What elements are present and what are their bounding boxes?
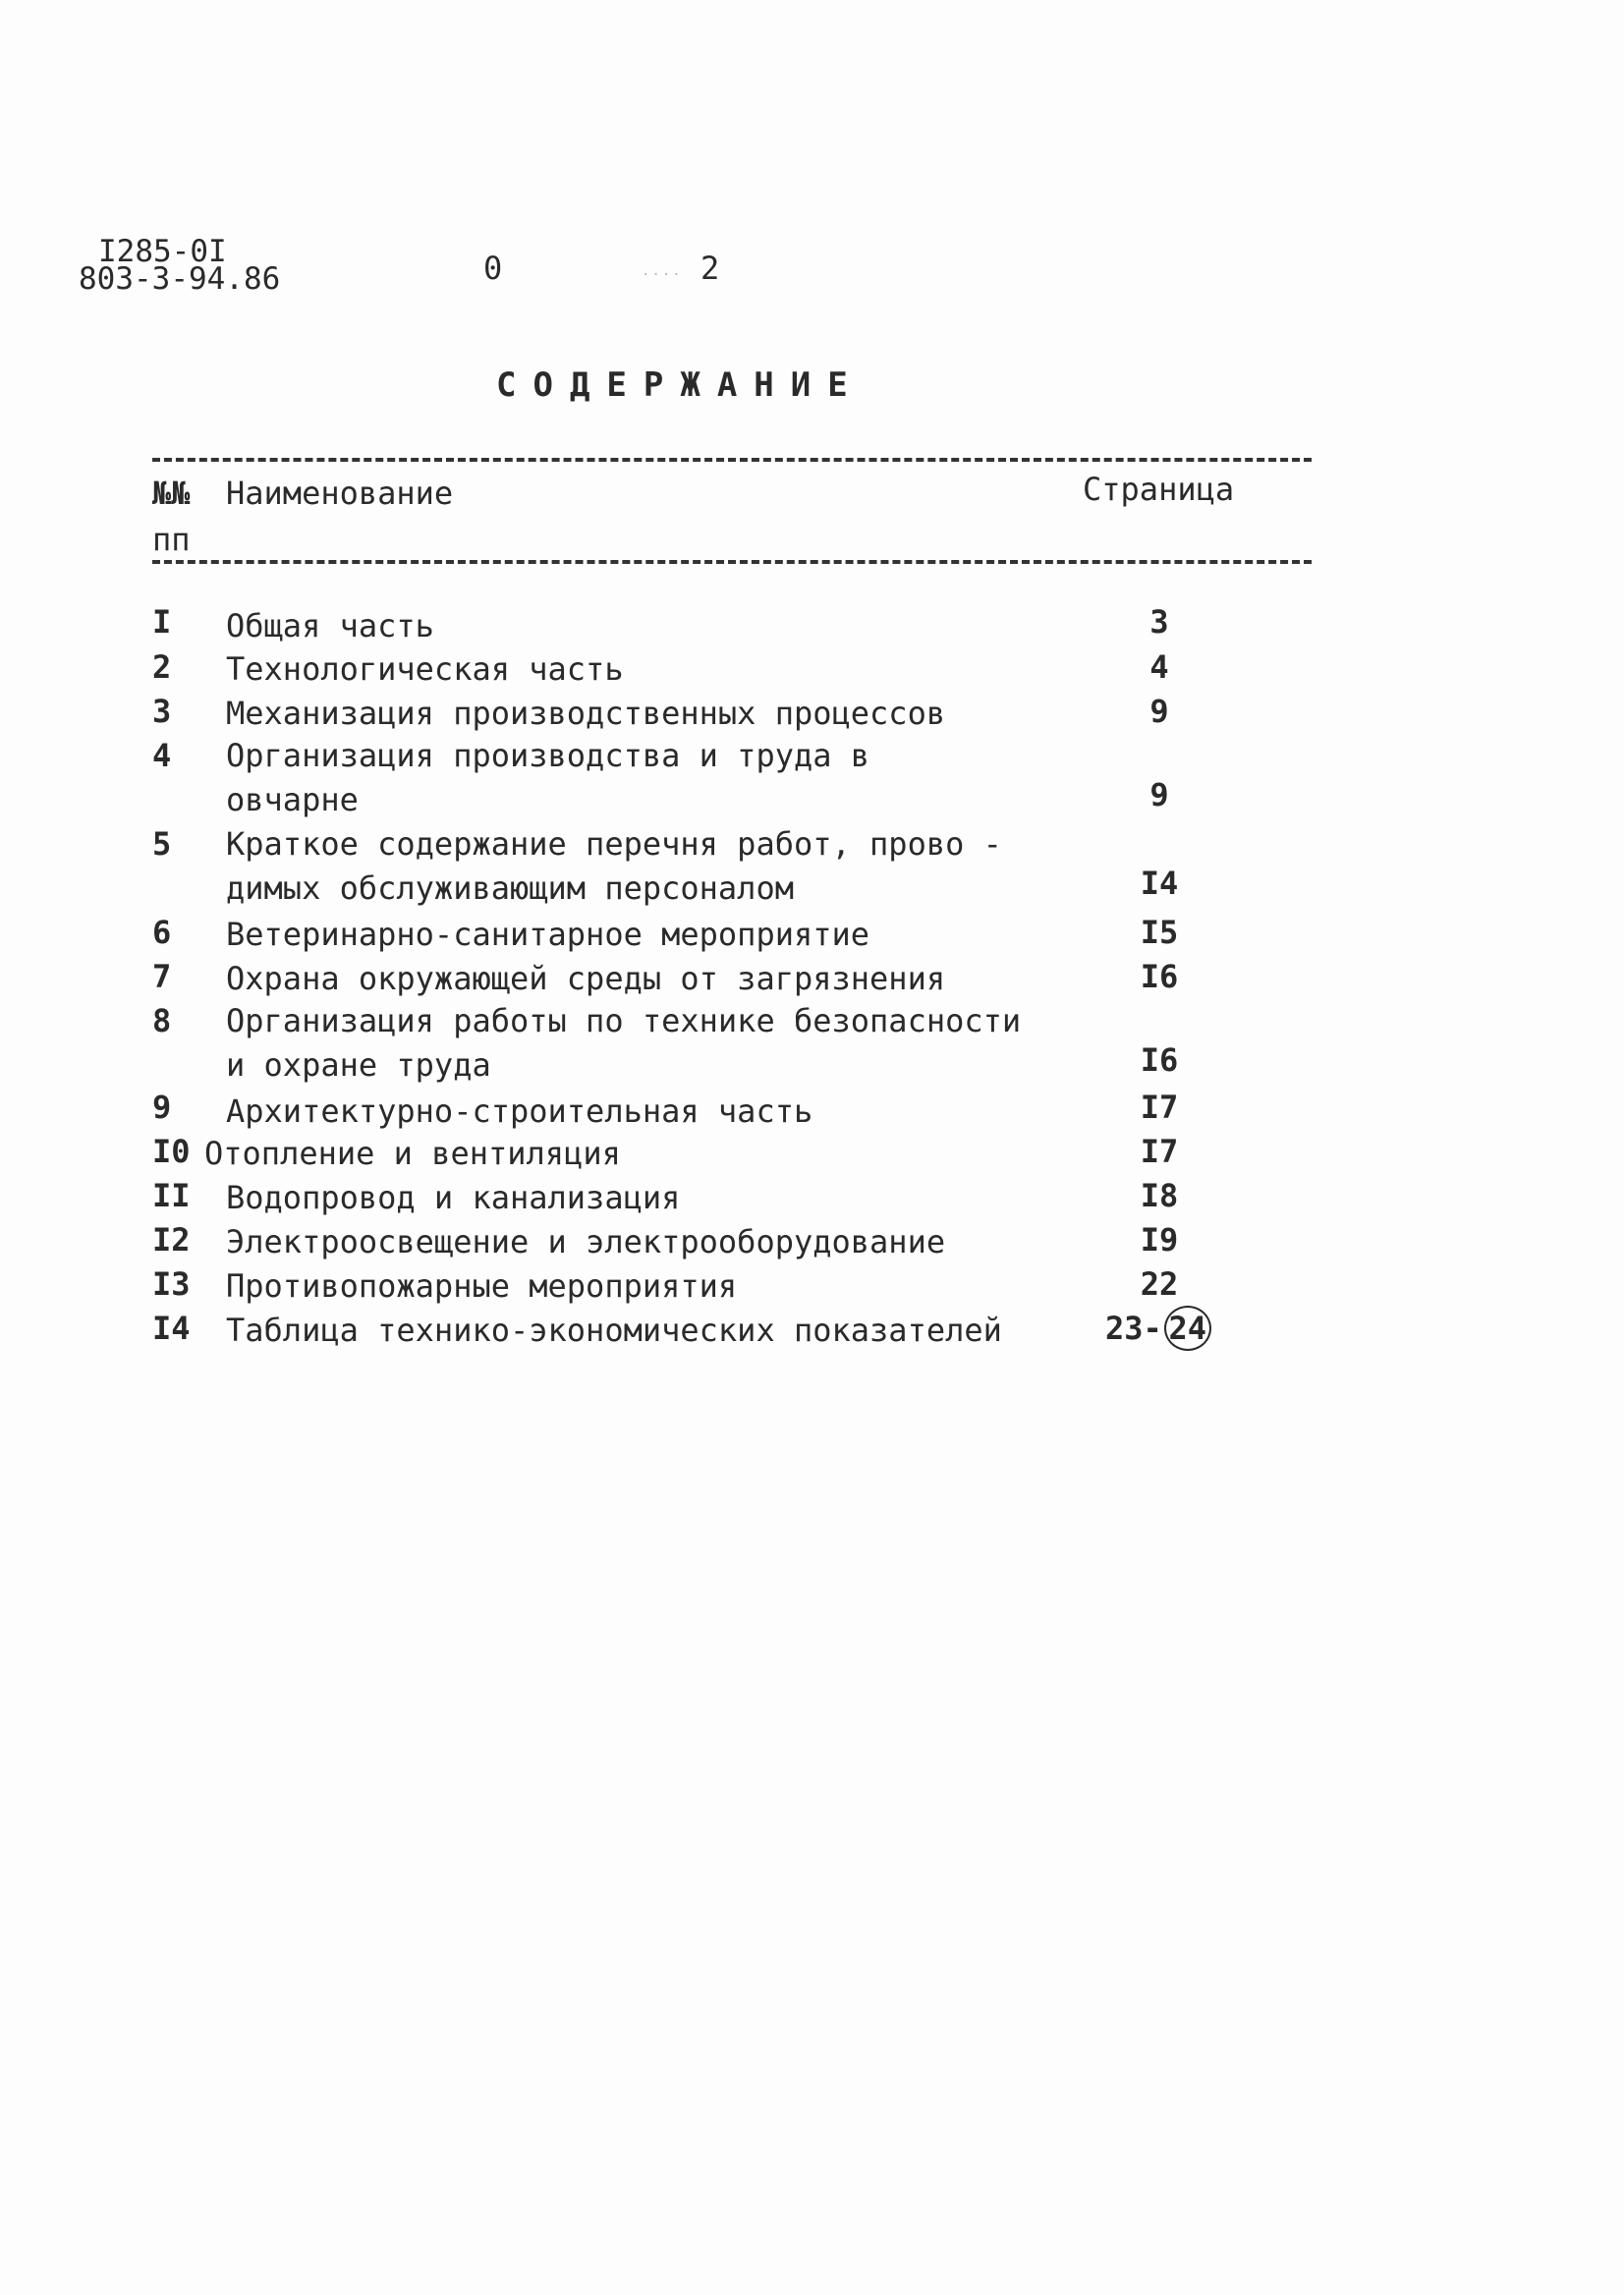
page-number: 2 [700, 250, 720, 287]
toc-row-page: 3 [1149, 603, 1169, 641]
toc-row-page: 22 [1140, 1265, 1179, 1303]
toc-row-number: 6 [152, 914, 172, 951]
toc-row-title-continued: овчарне [226, 781, 359, 818]
table-header-rule [152, 560, 1312, 564]
toc-row-number: I4 [152, 1310, 191, 1347]
toc-row-page: 9 [1149, 776, 1169, 813]
toc-row-title: Архитектурно-строительная часть [226, 1092, 813, 1130]
toc-row-title: Водопровод и канализация [226, 1179, 681, 1216]
toc-row-title-continued: и охране труда [226, 1046, 491, 1084]
toc-row-number: I2 [152, 1221, 191, 1259]
toc-row-number: 5 [152, 825, 172, 863]
toc-row-number: 8 [152, 1002, 172, 1039]
toc-row-title-continued: димых обслуживающим персоналом [226, 869, 794, 907]
toc-row-page: I6 [1140, 958, 1179, 995]
toc-row-title: Электроосвещение и электрооборудование [226, 1223, 946, 1260]
toc-row-number: I3 [152, 1265, 191, 1303]
toc-row-page: I5 [1140, 914, 1179, 951]
document-code-line2: 803-3-94.86 [79, 261, 281, 297]
toc-row-page: I6 [1140, 1041, 1179, 1079]
toc-row-title: Организация работы по технике безопасности [226, 1002, 1022, 1039]
toc-row-page: I7 [1140, 1089, 1179, 1126]
toc-row-number: I [152, 603, 172, 641]
column-header-name: Наименование [226, 475, 454, 512]
toc-row-title: Таблица технико-экономических показателей [226, 1312, 1002, 1349]
column-header-number-sub: пп [152, 521, 191, 558]
column-header-page: Страница [1083, 471, 1235, 508]
toc-row-page: 4 [1149, 648, 1169, 686]
toc-row-title: Организация производства и труда в [226, 737, 870, 774]
toc-row-number: 2 [152, 648, 172, 686]
toc-row-number: 4 [152, 737, 172, 774]
toc-row-page [1105, 1306, 1233, 1351]
toc-row-title: Противопожарные мероприятия [226, 1267, 738, 1305]
circled-page-number: 24 [1164, 1306, 1211, 1351]
toc-row-page: I8 [1140, 1177, 1179, 1214]
toc-row-title: Технологическая часть [226, 650, 624, 688]
toc-row-page: I4 [1140, 865, 1179, 902]
toc-row-title: Отопление и вентиляция [204, 1135, 621, 1172]
document-code-line1: I285-0I [98, 234, 227, 269]
toc-row-title: Механизация производственных процессов [226, 695, 946, 732]
toc-row-number: 9 [152, 1089, 172, 1126]
faint-dots: .... [642, 263, 683, 279]
toc-row-number: 7 [152, 958, 172, 995]
column-header-number: №№ [152, 475, 191, 512]
toc-row-page: 9 [1149, 693, 1169, 730]
toc-row-page: I7 [1140, 1133, 1179, 1170]
toc-row-title: Краткое содержание перечня работ, прово - [226, 825, 1002, 863]
toc-row-title: Ветеринарно-санитарное мероприятие [226, 916, 870, 953]
toc-row-page-range-start: 23- [1105, 1310, 1162, 1347]
toc-row-title: Общая часть [226, 607, 434, 644]
page-title: СОДЕРЖАНИЕ [496, 365, 865, 405]
toc-row-page: I9 [1140, 1221, 1179, 1259]
toc-row-number: II [152, 1177, 191, 1214]
table-top-rule [152, 458, 1312, 462]
sheet-mark: 0 [483, 250, 503, 287]
toc-row-number: I0 [152, 1133, 191, 1170]
toc-row-number: 3 [152, 693, 172, 730]
toc-row-title: Охрана окружающей среды от загрязнения [226, 960, 946, 997]
